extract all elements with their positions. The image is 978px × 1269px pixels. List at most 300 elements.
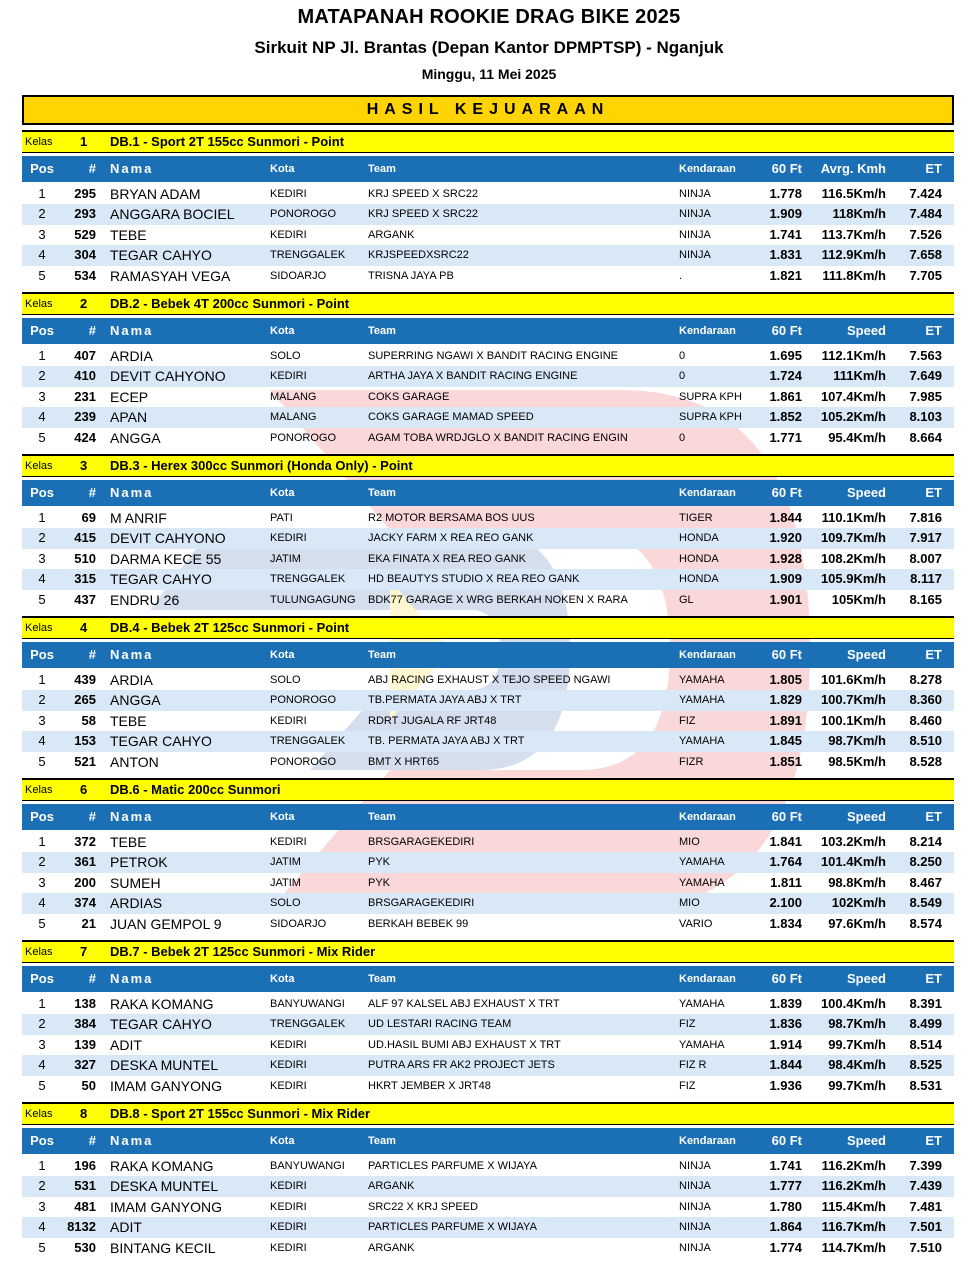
cell-pos: 1 — [38, 996, 46, 1011]
cell-kota: KEDIRI — [270, 532, 307, 545]
header-speed: Speed — [846, 971, 886, 986]
cell-kota: PONOROGO — [270, 431, 337, 444]
cell-team: HD BEAUTYS STUDIO X REA REO GANK — [368, 573, 580, 586]
table-row — [22, 528, 954, 548]
header-et: ET — [925, 323, 942, 338]
cell-speed: 101.6Km/h — [820, 672, 886, 687]
cell-speed: 98.5Km/h — [828, 753, 886, 769]
cell-speed: 105.2Km/h — [820, 409, 886, 425]
header-kendaraan: Kendaraan — [679, 811, 736, 823]
cell-team: EKA FINATA X REA REO GANK — [368, 552, 526, 565]
class-bar — [22, 454, 954, 477]
class-bar — [22, 616, 954, 639]
cell-speed: 116.7Km/h — [821, 1219, 886, 1235]
table-row — [22, 245, 954, 265]
table-rows — [22, 1156, 954, 1258]
table-row — [22, 590, 954, 610]
cell-number: 304 — [74, 247, 96, 263]
cell-pos: 3 — [38, 1198, 46, 1214]
cell-number: 200 — [74, 874, 96, 890]
cell-kendaraan: HONDA — [679, 573, 719, 586]
class-bar — [22, 940, 954, 963]
cell-et: 7.399 — [909, 1158, 942, 1173]
header-number: # — [88, 1133, 96, 1148]
table-rows — [22, 508, 954, 610]
cell-number: 239 — [74, 409, 96, 425]
header-60ft: 60 Ft — [771, 161, 802, 176]
cell-name: TEGAR CAHYO — [110, 1016, 212, 1033]
header-pos: Pos — [30, 1133, 54, 1148]
cell-team: KRJ SPEED X SRC22 — [368, 208, 479, 221]
table-rows — [22, 184, 954, 286]
header-number: # — [88, 971, 96, 986]
cell-kendaraan: NINJA — [679, 1180, 711, 1193]
header-kota: Kota — [270, 487, 295, 499]
cell-number: 50 — [81, 1077, 96, 1093]
cell-kendaraan: YAMAHA — [679, 674, 725, 686]
header-speed: Speed — [846, 647, 886, 662]
table-row — [22, 1197, 954, 1217]
table-row — [22, 1156, 954, 1176]
cell-et: 8.467 — [909, 874, 942, 890]
cell-60ft: 1.780 — [769, 1198, 802, 1214]
kelas-label: Kelas — [25, 622, 53, 634]
cell-et: 8.664 — [909, 429, 942, 445]
table-row — [22, 1035, 954, 1055]
event-date: Minggu, 11 Mei 2025 — [421, 66, 557, 82]
cell-kendaraan: FIZR — [679, 755, 704, 768]
cell-kendaraan: NINJA — [679, 188, 711, 200]
cell-kota: TULUNGAGUNG — [270, 593, 356, 606]
cell-number: 374 — [74, 895, 96, 911]
cell-pos: 5 — [38, 1239, 46, 1255]
cell-kota: JATIM — [270, 856, 301, 869]
cell-number: 138 — [74, 996, 96, 1011]
cell-team: R2 MOTOR BERSAMA BOS UUS — [368, 512, 535, 524]
cell-kendaraan: NINJA — [679, 1200, 711, 1213]
table-row — [22, 266, 954, 286]
cell-60ft: 1.909 — [769, 206, 802, 222]
cell-speed: 97.6Km/h — [828, 915, 886, 931]
cell-60ft: 1.834 — [769, 915, 802, 931]
cell-pos: 3 — [38, 1036, 46, 1052]
table-row — [22, 569, 954, 589]
header-pos: Pos — [30, 809, 54, 824]
cell-team: ARGANK — [368, 228, 415, 241]
cell-name: DESKA MUNTEL — [110, 1057, 219, 1074]
cell-60ft: 1.777 — [769, 1178, 802, 1194]
header-number: # — [88, 485, 96, 500]
cell-number: 534 — [74, 267, 96, 283]
cell-kota: BANYUWANGI — [270, 998, 345, 1010]
header-speed: Speed — [846, 1133, 886, 1148]
table-row — [22, 184, 954, 204]
cell-et: 8.103 — [909, 409, 942, 425]
cell-60ft: 1.851 — [769, 753, 802, 769]
cell-name: M ANRIF — [110, 510, 167, 526]
cell-et: 7.658 — [909, 247, 942, 263]
cell-et: 7.510 — [909, 1239, 942, 1255]
kelas-number: 1 — [80, 134, 88, 149]
cell-pos: 3 — [38, 874, 46, 890]
header-number: # — [88, 647, 96, 662]
cell-speed: 109.7Km/h — [820, 530, 886, 546]
cell-60ft: 1.920 — [769, 530, 802, 546]
cell-team: TRISNA JAYA PB — [368, 269, 454, 282]
cell-pos: 4 — [38, 409, 46, 425]
cell-kendaraan: NINJA — [679, 1221, 711, 1234]
cell-pos: 4 — [38, 1057, 46, 1073]
cell-kendaraan: MIO — [679, 836, 700, 848]
cell-kota: PATI — [270, 512, 293, 524]
cell-team: UD LESTARI RACING TEAM — [368, 1018, 512, 1031]
results-sections — [22, 130, 954, 1264]
cell-60ft: 1.928 — [769, 550, 802, 566]
header-speed: Avrg. Kmh — [820, 161, 886, 176]
header-team: Team — [368, 811, 396, 823]
cell-name: TEBE — [110, 226, 147, 243]
cell-kota: KEDIRI — [270, 714, 307, 727]
kelas-label: Kelas — [25, 298, 53, 310]
cell-speed: 99.7Km/h — [828, 1077, 886, 1093]
cell-kendaraan: YAMAHA — [679, 998, 725, 1010]
cell-speed: 103.2Km/h — [820, 834, 886, 849]
cell-et: 7.816 — [909, 510, 942, 525]
cell-et: 7.985 — [909, 388, 942, 404]
cell-60ft: 1.864 — [769, 1219, 802, 1235]
cell-kendaraan: 0 — [679, 431, 686, 444]
cell-team: COKS GARAGE — [368, 390, 450, 403]
cell-speed: 115.4Km/h — [821, 1198, 886, 1214]
cell-60ft: 1.852 — [769, 409, 802, 425]
cell-speed: 114.7Km/h — [821, 1239, 886, 1255]
kelas-number: 4 — [80, 620, 88, 635]
class-name: DB.2 - Bebek 4T 200cc Sunmori - Point — [110, 296, 350, 311]
cell-name: DARMA KECE 55 — [110, 550, 222, 567]
cell-pos: 3 — [38, 712, 46, 728]
table-row — [22, 1176, 954, 1196]
cell-kendaraan: NINJA — [679, 228, 711, 241]
cell-et: 8.514 — [909, 1036, 942, 1052]
header-60ft: 60 Ft — [771, 809, 802, 824]
class-name: DB.7 - Bebek 2T 125cc Sunmori - Mix Rider — [110, 944, 376, 959]
header-kota: Kota — [270, 325, 295, 337]
table-row — [22, 549, 954, 569]
cell-60ft: 1.811 — [770, 874, 802, 890]
cell-number: 439 — [74, 672, 96, 687]
table-row — [22, 225, 954, 245]
cell-kota: KEDIRI — [270, 1241, 307, 1254]
cell-number: 521 — [74, 753, 96, 769]
results-banner: HASIL KEJUARAAN — [22, 95, 954, 125]
cell-speed: 112.9Km/h — [821, 247, 886, 263]
class-bar — [22, 130, 954, 153]
table-row — [22, 994, 954, 1014]
cell-et: 8.165 — [909, 591, 942, 607]
table-row — [22, 670, 954, 690]
cell-kota: KEDIRI — [270, 228, 307, 241]
cell-team: PARTICLES PARFUME X WIJAYA — [368, 1221, 537, 1234]
cell-name: BRYAN ADAM — [110, 186, 201, 202]
table-row — [22, 204, 954, 224]
cell-team: BMT X HRT65 — [368, 755, 440, 768]
cell-kota: MALANG — [270, 411, 317, 424]
cell-et: 8.278 — [909, 672, 942, 687]
kelas-label: Kelas — [25, 784, 53, 796]
cell-name: ADIT — [110, 1219, 142, 1236]
cell-et: 8.007 — [909, 550, 942, 566]
cell-et: 7.705 — [909, 267, 942, 283]
cell-team: ARGANK — [368, 1241, 415, 1254]
cell-name: TEGAR CAHYO — [110, 733, 212, 750]
header-name: Nama — [110, 971, 154, 986]
cell-et: 8.549 — [909, 895, 942, 911]
cell-number: 21 — [81, 915, 96, 931]
venue-subtitle: Sirkuit NP Jl. Brantas (Depan Kantor DPMPTSP) - Nganjuk — [254, 38, 724, 57]
cell-kendaraan: NINJA — [679, 208, 711, 221]
header-team: Team — [368, 163, 396, 175]
header-team: Team — [368, 487, 396, 499]
cell-et: 7.484 — [909, 206, 942, 222]
cell-name: SUMEH — [110, 874, 161, 891]
cell-pos: 3 — [38, 550, 46, 566]
cell-team: ABJ RACING EXHAUST X TEJO SPEED NGAWI — [368, 674, 611, 686]
cell-kota: TRENGGALEK — [270, 735, 346, 748]
cell-name: ARDIAS — [110, 895, 163, 912]
cell-kendaraan: NINJA — [679, 249, 711, 262]
header-kota: Kota — [270, 811, 295, 823]
cell-number: 293 — [74, 206, 96, 222]
table-rows — [22, 832, 954, 934]
cell-name: ADIT — [110, 1036, 142, 1053]
cell-team: BERKAH BEBEK 99 — [368, 917, 469, 930]
header-kendaraan: Kendaraan — [679, 325, 736, 337]
cell-et: 7.424 — [909, 186, 942, 201]
cell-name: DEVIT CAHYONO — [110, 368, 226, 385]
cell-kendaraan: 0 — [679, 370, 686, 383]
cell-60ft: 1.771 — [769, 429, 802, 445]
cell-pos: 1 — [38, 834, 46, 849]
cell-name: DESKA MUNTEL — [110, 1178, 219, 1195]
page-title: MATAPANAH ROOKIE DRAG BIKE 2025 — [297, 6, 681, 28]
cell-name: ANGGARA BOCIEL — [110, 206, 235, 223]
cell-name: RAKA KOMANG — [110, 1158, 214, 1174]
header-number: # — [88, 161, 96, 176]
cell-team: ARTHA JAYA X BANDIT RACING ENGINE — [368, 370, 578, 383]
cell-kendaraan: HONDA — [679, 552, 719, 565]
cell-kota: SOLO — [270, 350, 301, 362]
header-kota: Kota — [270, 163, 295, 175]
header-speed: Speed — [846, 323, 886, 338]
table-row — [22, 832, 954, 852]
table-header — [22, 318, 954, 344]
cell-pos: 5 — [38, 429, 46, 445]
cell-number: 437 — [74, 591, 96, 607]
cell-name: APAN — [110, 409, 148, 426]
class-name: DB.3 - Herex 300cc Sunmori (Honda Only) - Point — [110, 458, 413, 473]
header-team: Team — [368, 973, 396, 985]
header-et: ET — [925, 485, 942, 500]
cell-team: UD.HASIL BUMI ABJ EXHAUST X TRT — [368, 1038, 561, 1051]
table-rows — [22, 346, 954, 448]
table-header — [22, 480, 954, 506]
cell-kota: PONOROGO — [270, 208, 337, 221]
header-kendaraan: Kendaraan — [679, 163, 736, 175]
cell-team: COKS GARAGE MAMAD SPEED — [368, 411, 534, 424]
cell-60ft: 1.844 — [769, 510, 802, 525]
cell-team: PARTICLES PARFUME X WIJAYA — [368, 1160, 537, 1172]
table-header — [22, 1128, 954, 1154]
cell-60ft: 1.901 — [769, 591, 802, 607]
cell-speed: 107.4Km/h — [820, 388, 886, 404]
cell-name: TEBE — [110, 834, 147, 850]
cell-team: HKRT JEMBER X JRT48 — [368, 1079, 491, 1092]
cell-kendaraan: FIZ R — [679, 1059, 707, 1072]
cell-speed: 111.8Km/h — [822, 267, 886, 283]
kelas-number: 3 — [80, 458, 88, 473]
cell-speed: 98.7Km/h — [828, 1016, 886, 1032]
table-row — [22, 508, 954, 528]
kelas-label: Kelas — [25, 1108, 53, 1120]
cell-speed: 101.4Km/h — [820, 854, 886, 870]
cell-kota: PONOROGO — [270, 694, 337, 707]
cell-number: 384 — [74, 1016, 96, 1032]
cell-speed: 98.7Km/h — [828, 733, 886, 749]
table-row — [22, 852, 954, 872]
cell-pos: 3 — [38, 226, 46, 242]
cell-team: PUTRA ARS FR AK2 PROJECT JETS — [368, 1059, 555, 1072]
cell-pos: 1 — [38, 510, 46, 525]
cell-name: IMAM GANYONG — [110, 1077, 223, 1094]
header-et: ET — [925, 1133, 942, 1148]
cell-60ft: 1.839 — [769, 996, 802, 1011]
header-speed: Speed — [846, 809, 886, 824]
table-row — [22, 428, 954, 448]
class-section — [22, 616, 954, 778]
cell-et: 8.250 — [909, 854, 942, 870]
header-pos: Pos — [30, 323, 54, 338]
table-row — [22, 387, 954, 407]
class-bar — [22, 1102, 954, 1125]
cell-number: 510 — [74, 550, 96, 566]
cell-number: 410 — [74, 368, 96, 384]
cell-team: SRC22 X KRJ SPEED — [368, 1200, 479, 1213]
table-row — [22, 346, 954, 366]
cell-speed: 102Km/h — [831, 895, 886, 911]
cell-pos: 4 — [38, 247, 46, 263]
cell-60ft: 1.891 — [769, 712, 802, 728]
cell-number: 415 — [74, 530, 96, 546]
cell-speed: 100.1Km/h — [820, 712, 886, 728]
header-60ft: 60 Ft — [771, 323, 802, 338]
class-name: DB.8 - Sport 2T 155cc Sunmori - Mix Rider — [110, 1106, 371, 1121]
cell-et: 8.574 — [909, 915, 942, 931]
cell-team: ARGANK — [368, 1180, 415, 1193]
class-bar — [22, 292, 954, 315]
cell-60ft: 1.861 — [769, 388, 802, 404]
cell-speed: 110.1Km/h — [821, 510, 886, 525]
class-name: DB.1 - Sport 2T 155cc Sunmori - Point — [110, 134, 345, 149]
header-pos: Pos — [30, 647, 54, 662]
cell-et: 8.214 — [909, 834, 942, 849]
header-kendaraan: Kendaraan — [679, 487, 736, 499]
cell-pos: 5 — [38, 267, 46, 283]
header-number: # — [88, 809, 96, 824]
table-row — [22, 1238, 954, 1258]
cell-kendaraan: YAMAHA — [679, 694, 725, 707]
cell-kota: JATIM — [270, 552, 301, 565]
cell-number: 265 — [74, 692, 96, 708]
cell-et: 7.563 — [909, 348, 942, 363]
cell-kota: KEDIRI — [270, 1038, 307, 1051]
cell-name: IMAM GANYONG — [110, 1198, 223, 1215]
cell-60ft: 1.836 — [769, 1016, 802, 1032]
cell-60ft: 1.774 — [769, 1239, 802, 1255]
table-row — [22, 893, 954, 913]
cell-pos: 2 — [38, 206, 46, 222]
cell-kota: BANYUWANGI — [270, 1160, 345, 1172]
cell-kendaraan: 0 — [679, 350, 686, 362]
cell-et: 7.481 — [909, 1198, 942, 1214]
cell-pos: 1 — [38, 186, 46, 201]
cell-kendaraan: HONDA — [679, 532, 719, 545]
cell-et: 7.526 — [909, 226, 942, 242]
table-row — [22, 1014, 954, 1034]
cell-kota: KEDIRI — [270, 1221, 307, 1234]
cell-team: JACKY FARM X REA REO GANK — [368, 532, 534, 545]
cell-et: 8.510 — [909, 733, 942, 749]
table-row — [22, 711, 954, 731]
cell-kendaraan: SUPRA KPH — [679, 390, 742, 403]
cell-60ft: 1.741 — [769, 1158, 802, 1173]
cell-kota: KEDIRI — [270, 1180, 307, 1193]
cell-kota: TRENGGALEK — [270, 1018, 346, 1031]
header-et: ET — [925, 971, 942, 986]
table-rows — [22, 994, 954, 1096]
cell-kendaraan: YAMAHA — [679, 856, 725, 869]
cell-number: 327 — [74, 1057, 96, 1073]
table-row — [22, 731, 954, 751]
cell-et: 7.649 — [909, 368, 942, 384]
cell-number: 531 — [74, 1178, 96, 1194]
header-pos: Pos — [30, 161, 54, 176]
table-rows — [22, 670, 954, 772]
cell-et: 7.917 — [909, 530, 942, 546]
cell-kendaraan: NINJA — [679, 1241, 711, 1254]
cell-speed: 99.7Km/h — [828, 1036, 886, 1052]
kelas-number: 7 — [80, 944, 88, 959]
cell-team: KRJ SPEED X SRC22 — [368, 188, 479, 200]
cell-et: 8.528 — [909, 753, 942, 769]
cell-kota: PONOROGO — [270, 755, 337, 768]
header-name: Nama — [110, 161, 154, 176]
cell-et: 8.391 — [909, 996, 942, 1011]
class-section — [22, 454, 954, 616]
cell-pos: 2 — [38, 854, 46, 870]
cell-pos: 2 — [38, 530, 46, 546]
header-speed: Speed — [846, 485, 886, 500]
cell-name: ANTON — [110, 753, 159, 770]
cell-number: 231 — [74, 388, 96, 404]
cell-name: RAMASYAH VEGA — [110, 267, 231, 284]
cell-number: 196 — [74, 1158, 96, 1173]
cell-name: JUAN GEMPOL 9 — [110, 915, 222, 932]
class-name: DB.4 - Bebek 2T 125cc Sunmori - Point — [110, 620, 350, 635]
cell-et: 8.360 — [909, 692, 942, 708]
header-60ft: 60 Ft — [771, 971, 802, 986]
cell-name: PETROK — [110, 854, 168, 871]
kelas-label: Kelas — [25, 136, 53, 148]
